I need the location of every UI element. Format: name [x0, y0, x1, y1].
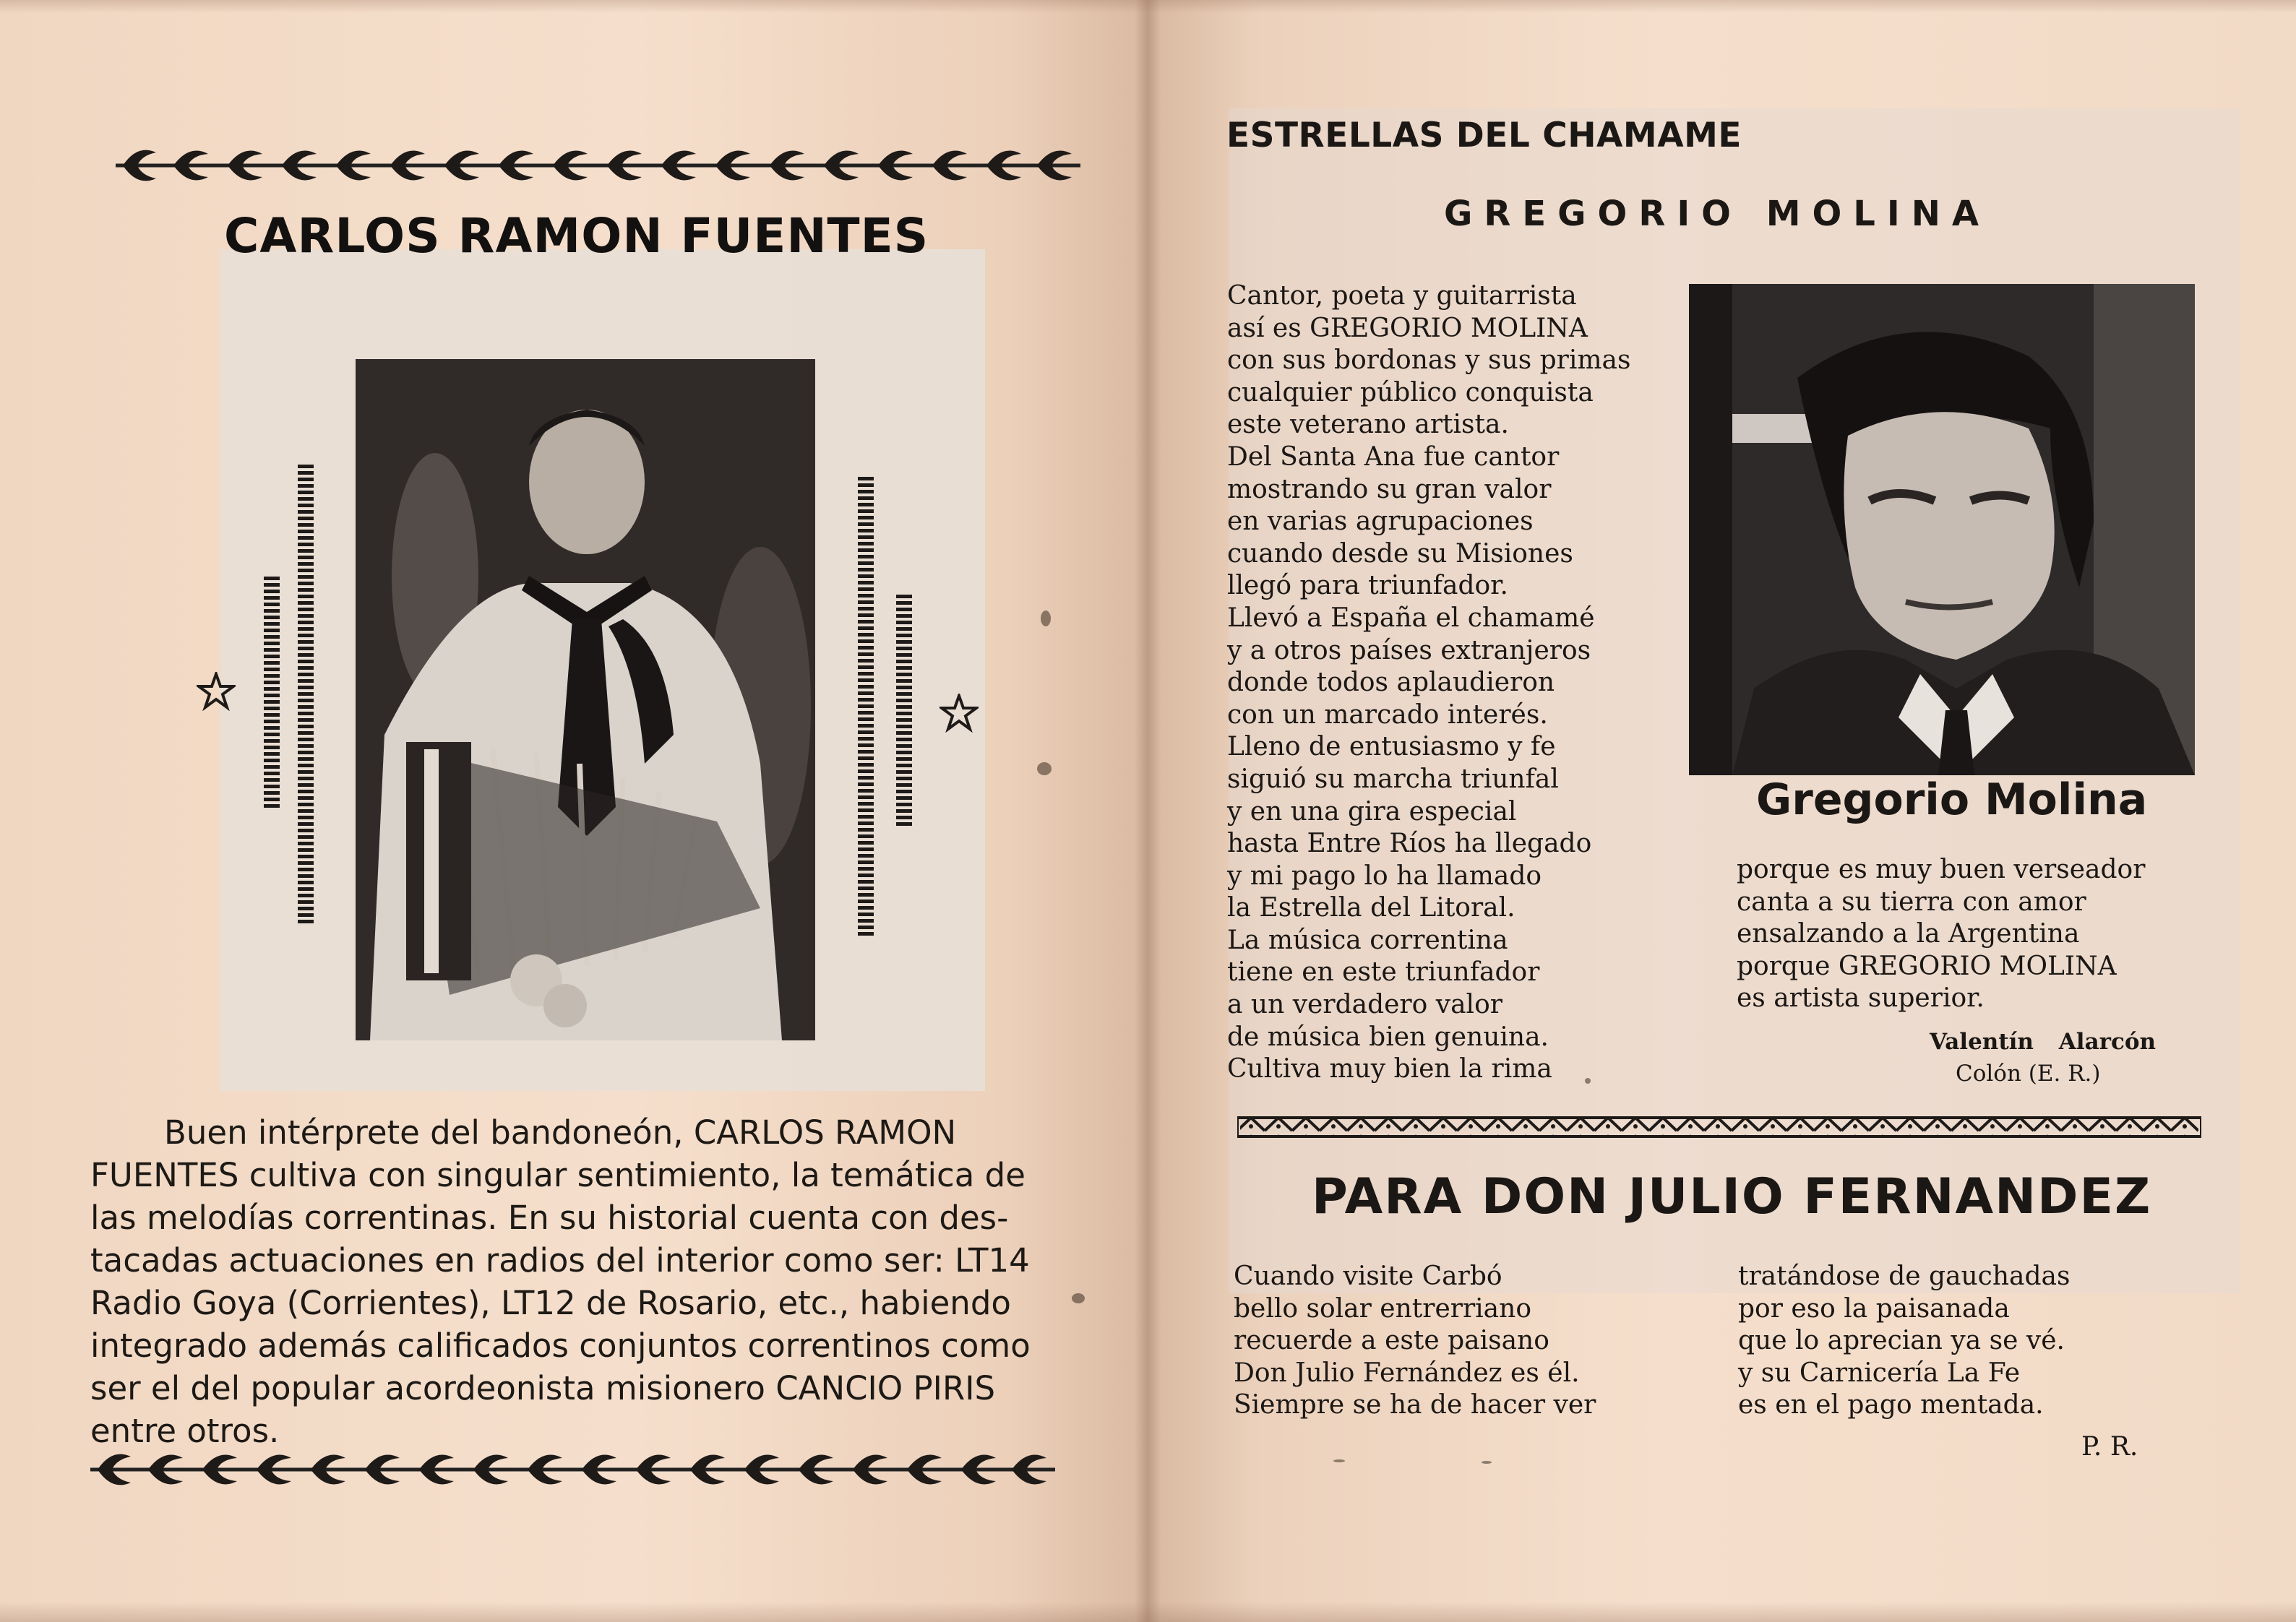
body-line: ser el del popular acordeonista misionero CANCIO PIRIS [90, 1369, 996, 1407]
poem-line: en varias agrupaciones [1227, 506, 1534, 537]
poem-line: mostrando su gran valor [1227, 474, 1552, 504]
body-line: tacadas actuaciones en radios del interior como ser: LT14 [90, 1241, 1030, 1280]
hatch-bar-right-outer [896, 595, 912, 826]
ink-speck [1041, 611, 1051, 626]
poem-right-column [1737, 854, 2145, 1015]
poem-left-column [1227, 280, 1630, 1086]
poem-line: Siempre se ha de hacer ver [1234, 1390, 1596, 1420]
ink-speck [1482, 1461, 1492, 1464]
poem-line: de música bien genuina. [1227, 1022, 1549, 1052]
bandoneon-player-photo [356, 359, 815, 1040]
page-edge-top [0, 0, 2296, 13]
body-line: Radio Goya (Corrientes), LT12 de Rosario, etc., habiendo [90, 1284, 1011, 1322]
poem-line: así es GREGORIO MOLINA [1227, 313, 1588, 343]
article-title-carlos-ramon-fuentes: CARLOS RAMON FUENTES [224, 208, 929, 264]
hatch-bar-left-outer [264, 577, 280, 808]
poem-line: hasta Entre Ríos ha llegado [1227, 829, 1592, 859]
hatch-bar-right-inner [858, 477, 874, 936]
article-title-para-don-julio-fernandez: PARA DON JULIO FERNANDEZ [1312, 1168, 2152, 1225]
star-icon-right [940, 694, 979, 733]
poem-line: porque es muy buen verseador [1737, 855, 2146, 884]
poem-line: y a otros países extranjeros [1227, 635, 1591, 665]
poem-line: por eso la paisanada [1738, 1293, 2010, 1324]
julio-poem-left-column [1234, 1261, 1596, 1422]
poem-line: ensalzando a la Argentina [1737, 919, 2080, 949]
poem-line: Cantor, poeta y guitarrista [1227, 281, 1577, 311]
page-edge-bottom [0, 1602, 2296, 1622]
bottom-vine-border [90, 1444, 1055, 1496]
poem-line: Llevó a España el chamamé [1227, 603, 1595, 633]
poem-line: La música correntina [1227, 925, 1508, 955]
ornamental-divider [1237, 1115, 2201, 1139]
ink-speck [1072, 1293, 1085, 1303]
poem-line: este veterano artista. [1227, 410, 1509, 440]
article-title-gregorio-molina: GREGORIO MOLINA [1444, 194, 1991, 234]
poem-line: con un marcado interés. [1227, 699, 1548, 730]
julio-poem-right-column [1738, 1261, 2070, 1422]
poem-line: con sus bordonas y sus primas [1227, 345, 1631, 376]
poem-line: a un verdadero valor [1227, 990, 1502, 1020]
portrait-caption: Gregorio Molina [1756, 775, 2148, 825]
article-body-carlos-ramon-fuentes [90, 1111, 1062, 1452]
poem-line: y su Carnicería La Fe [1738, 1358, 2021, 1388]
body-line: FUENTES cultiva con singular sentimiento, la temática de [90, 1156, 1026, 1194]
poem-line: tratándose de gauchadas [1738, 1261, 2071, 1291]
poem-line: Cultiva muy bien la rima [1227, 1054, 1552, 1084]
poem-line: y en una gira especial [1227, 796, 1517, 827]
author-name: Valentín Alarcón [1930, 1029, 2157, 1055]
poem-line: porque GREGORIO MOLINA [1737, 951, 2117, 981]
poem-line: siguió su marcha triunfal [1227, 764, 1559, 794]
ink-speck [1333, 1459, 1345, 1462]
poem-line: Del Santa Ana fue cantor [1227, 441, 1560, 472]
poem-line: la Estrella del Litoral. [1227, 893, 1515, 923]
hatch-bar-left-inner [298, 465, 314, 923]
poem-initials: P. R. [2081, 1432, 2138, 1462]
ink-speck [1037, 762, 1052, 775]
poem-line: cualquier público conquista [1227, 377, 1594, 407]
poem-line: Cuando visite Carbó [1234, 1261, 1502, 1291]
poem-signature [1930, 1026, 2156, 1090]
poem-line: cuando desde su Misiones [1227, 538, 1573, 569]
poem-line: recuerde a este paisano [1234, 1326, 1549, 1356]
poem-line: tiene en este triunfador [1227, 957, 1540, 988]
body-line: Buen intérprete del bandoneón, CARLOS RAMON [164, 1113, 957, 1152]
poem-line: es artista superior. [1737, 983, 1985, 1014]
author-location: Colón (E. R.) [1956, 1061, 2101, 1087]
poem-line: donde todos aplaudieron [1227, 668, 1555, 698]
poem-line: llegó para triunfador. [1227, 571, 1508, 601]
poem-line: que lo aprecian ya se vé. [1738, 1326, 2065, 1356]
body-line: integrado además calificados conjuntos correntinos como [90, 1326, 1031, 1365]
book-gutter [1135, 0, 1161, 1622]
poem-line: canta a su tierra con amor [1737, 887, 2086, 917]
poem-line: Lleno de entusiasmo y fe [1227, 732, 1556, 762]
top-vine-border [116, 139, 1080, 191]
poem-line: Don Julio Fernández es él. [1234, 1358, 1580, 1388]
body-line: entre otros. [90, 1412, 280, 1450]
series-title: ESTRELLAS DEL CHAMAME [1226, 116, 1742, 155]
poem-line: es en el pago mentada. [1738, 1390, 2044, 1420]
ink-speck [1585, 1078, 1591, 1084]
poem-line: bello solar entrerriano [1234, 1293, 1531, 1324]
star-icon-left [197, 672, 236, 711]
body-line: las melodías correntinas. En su historial cuenta con des- [90, 1199, 1009, 1237]
gregorio-molina-portrait [1689, 284, 2195, 775]
poem-line: y mi pago lo ha llamado [1227, 860, 1542, 891]
